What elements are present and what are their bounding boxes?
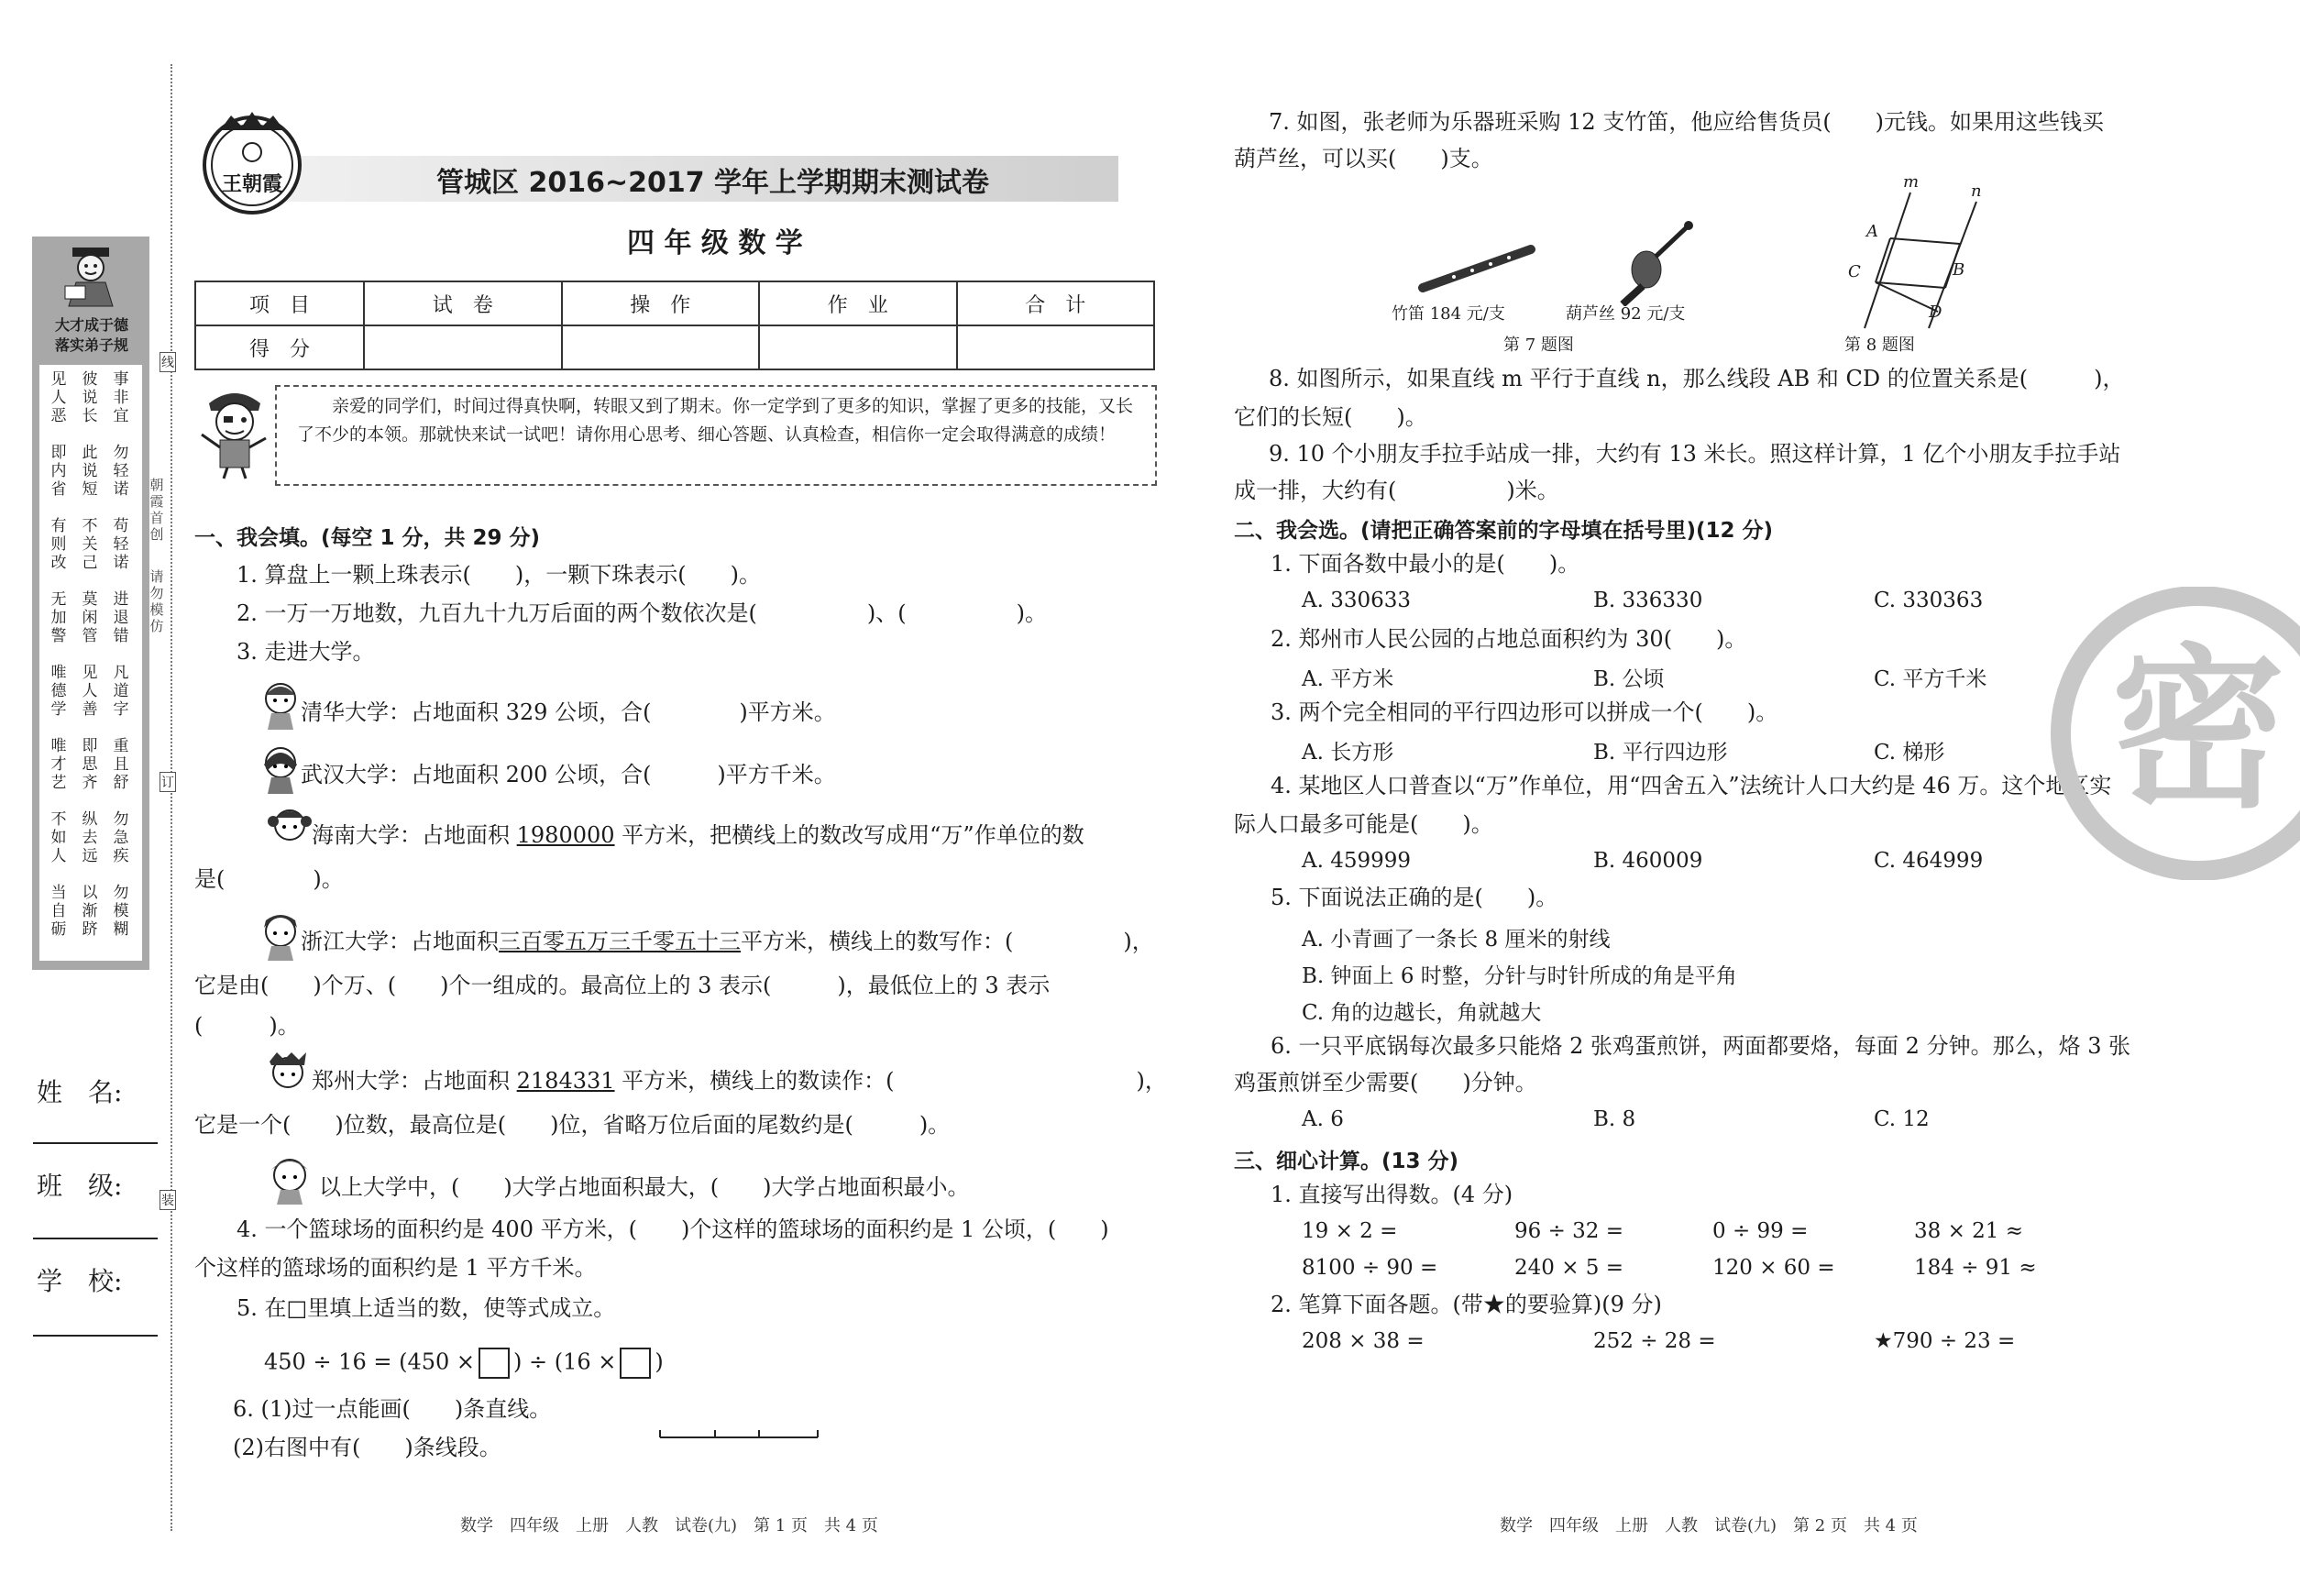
c6-line2: 鸡蛋煎饼至少需要( )分钟。 bbox=[1234, 1070, 1537, 1095]
subject-title: 四 年 级 数 学 bbox=[627, 227, 803, 259]
q2: 2. 一万一万地数，九百九十九万后面的两个数依次是( )、( )。 bbox=[237, 600, 1047, 626]
q4-line1: 4. 一个篮球场的面积约是 400 平方米，( )个这样的篮球场的面积约是 1 公顷，( ) bbox=[237, 1216, 1109, 1242]
c4-line1: 4. 某地区人口普查以“万”作单位，用“四舍五入”法统计人口大约是 46 万。这个地区实 bbox=[1271, 773, 2112, 798]
motto-phrase: 苟轻诺 bbox=[113, 517, 129, 572]
score-header-cell: 作 业 bbox=[759, 281, 957, 325]
motto-phrase: 即内省 bbox=[50, 444, 67, 499]
calc-item: 0 ÷ 99 = bbox=[1712, 1219, 1809, 1243]
wuhan-avatar bbox=[260, 743, 301, 798]
class-label: 班 级: bbox=[37, 1171, 123, 1201]
seal-mark-1: 线 bbox=[160, 352, 176, 372]
score-row-label: 得 分 bbox=[195, 325, 364, 369]
q5-answer-box-2[interactable] bbox=[620, 1348, 651, 1379]
score-header-cell: 项 目 bbox=[195, 281, 364, 325]
calc-item: 38 × 21 ≈ bbox=[1914, 1219, 2024, 1243]
brand-logo bbox=[198, 108, 306, 216]
c1-option-c[interactable]: C. 330363 bbox=[1874, 589, 1984, 612]
c2: 2. 郑州市人民公园的占地总面积约为 30( )。 bbox=[1271, 626, 1747, 652]
q8-line1: 8. 如图所示，如果直线 m 平行于直线 n，那么线段 AB 和 CD 的位置关系是( )， bbox=[1269, 366, 2125, 391]
vertical-note-1: 朝霞首创 bbox=[149, 477, 164, 543]
exam-title: 管城区 2016~2017 学年上学期期末测试卷 bbox=[436, 167, 990, 199]
motto-phrase: 莫闲管 bbox=[82, 590, 98, 645]
motto-phrase: 有则改 bbox=[50, 517, 67, 572]
q3c-suffix: 平方米，把横线上的数改写成用“万”作单位的数 bbox=[614, 822, 1084, 848]
footer-left: 数学 四年级 上册 人教 试卷(九) 第 1 页 共 4 页 bbox=[460, 1516, 878, 1535]
score-cell[interactable] bbox=[364, 325, 562, 369]
q3d bbox=[301, 928, 1154, 955]
slogan-2: 落实弟子规 bbox=[54, 336, 128, 354]
q3e-line2: 它是一个( )位数，最高位是( )位，省略万位后面的尾数约是( )。 bbox=[194, 1112, 951, 1138]
calc-item: 240 × 5 = bbox=[1514, 1256, 1624, 1280]
hulusi-image bbox=[1615, 220, 1698, 310]
fig8-label-m: m bbox=[1903, 172, 1920, 192]
section-3-heading: 三、细心计算。(13 分) bbox=[1234, 1150, 1459, 1173]
score-cell[interactable] bbox=[957, 325, 1155, 369]
calc-item: 19 × 2 = bbox=[1302, 1219, 1398, 1243]
motto-phrase: 进退错 bbox=[113, 590, 129, 645]
seal-mark-2: 订 bbox=[160, 772, 176, 792]
fig8-label-C: C bbox=[1848, 262, 1861, 281]
c3-option-a[interactable]: A. 长方形 bbox=[1302, 741, 1394, 765]
footer-right: 数学 四年级 上册 人教 试卷(九) 第 2 页 共 4 页 bbox=[1500, 1516, 1918, 1535]
c5: 5. 下面说法正确的是( )。 bbox=[1271, 885, 1558, 910]
motto-phrase: 唯德学 bbox=[50, 664, 67, 719]
q3c-line2: 是( )。 bbox=[194, 866, 344, 892]
c3-option-c[interactable]: C. 梯形 bbox=[1874, 741, 1945, 765]
q4-line2: 个这样的篮球场的面积约是 1 平方千米。 bbox=[194, 1255, 597, 1281]
fig8-label-D: D bbox=[1929, 303, 1942, 322]
name-field[interactable] bbox=[33, 1142, 158, 1144]
c6-option-c[interactable]: C. 12 bbox=[1874, 1107, 1930, 1131]
q5-answer-box-1[interactable] bbox=[479, 1348, 510, 1379]
written-calc-item: 252 ÷ 28 = bbox=[1593, 1329, 1716, 1353]
hulusi-price: 葫芦丝 92 元/支 bbox=[1566, 304, 1686, 324]
section-1-heading: 一、我会填。(每空 1 分，共 29 分) bbox=[194, 526, 541, 550]
q5-eq-part-c: ) bbox=[655, 1348, 664, 1375]
q3e-suffix: 平方米，横线上的数读作：( )， bbox=[614, 1068, 1167, 1094]
c1: 1. 下面各数中最小的是( )。 bbox=[1271, 551, 1580, 577]
c4-line2: 际人口最多可能是( )。 bbox=[1234, 811, 1493, 837]
segment-figure bbox=[656, 1425, 821, 1450]
q5: 5. 在□里填上适当的数，使等式成立。 bbox=[237, 1295, 616, 1321]
c5-option-b[interactable]: B. 钟面上 6 时整，分针与时针所成的角是平角 bbox=[1302, 964, 1737, 988]
slogan-1: 大才成于德 bbox=[54, 316, 128, 334]
motto-phrase: 即思齐 bbox=[82, 737, 98, 792]
hainan-avatar bbox=[266, 803, 314, 858]
k1: 1. 直接写出得数。(4 分) bbox=[1271, 1182, 1513, 1207]
seal-mark-3: 装 bbox=[160, 1190, 176, 1210]
q3d-suffix: 平方米，横线上的数写作：( )， bbox=[741, 929, 1154, 954]
motto-phrase: 不如人 bbox=[50, 810, 67, 865]
vertical-note-2: 请勿模仿 bbox=[149, 568, 164, 634]
motto-phrase: 纵去远 bbox=[82, 810, 98, 865]
motto-phrase: 勿急疾 bbox=[113, 810, 129, 865]
score-header-cell: 试 卷 bbox=[364, 281, 562, 325]
fig8-label-B: B bbox=[1953, 260, 1965, 280]
intro-text: 亲爱的同学们，时间过得真快啊，转眼又到了期末。你一定学到了更多的知识，掌握了更多的技能，又长了不少的本领。那就快来试一试吧！请你用心思考、细心答题、认真检查，相信你一定会取得满意的成绩！ bbox=[297, 396, 1134, 445]
c2-option-c[interactable]: C. 平方千米 bbox=[1874, 667, 1987, 691]
name-label: 姓 名: bbox=[37, 1077, 123, 1107]
motto-phrase: 以渐跻 bbox=[82, 884, 98, 939]
c5-option-c[interactable]: C. 角的边越长，角就越大 bbox=[1302, 1001, 1542, 1025]
c1-option-a[interactable]: A. 330633 bbox=[1302, 589, 1412, 612]
q3f: 以上大学中，( )大学占地面积最大，( )大学占地面积最小。 bbox=[319, 1174, 970, 1200]
score-cell[interactable] bbox=[562, 325, 760, 369]
pirate-mascot bbox=[196, 383, 273, 480]
q7-line1: 7. 如图，张老师为乐器班采购 12 支竹笛，他应给售货员( )元钱。如果用这些钱买 bbox=[1269, 109, 2105, 135]
motto-phrase: 凡道字 bbox=[113, 664, 129, 719]
c6-line1: 6. 一只平底锅每次最多只能烙 2 张鸡蛋煎饼，两面都要烙，每面 2 分钟。那么，烙 3 张 bbox=[1271, 1033, 2131, 1059]
q5-eq-part-a: 450 ÷ 16 = (450 × bbox=[264, 1348, 475, 1375]
q5-equation bbox=[264, 1348, 664, 1379]
q3d-line3: ( )。 bbox=[194, 1013, 300, 1039]
motto-phrase: 事非宜 bbox=[113, 370, 129, 425]
q6a: 6. (1)过一点能画( )条直线。 bbox=[233, 1396, 552, 1422]
class-field[interactable] bbox=[33, 1238, 158, 1239]
motto-phrase: 此说短 bbox=[82, 444, 98, 499]
watermark-char: 密 bbox=[2110, 627, 2285, 831]
written-calc-item: 208 × 38 = bbox=[1302, 1329, 1425, 1353]
fig8-label-n: n bbox=[1971, 182, 1982, 201]
score-row bbox=[195, 325, 1154, 369]
flute-price: 竹笛 184 元/支 bbox=[1392, 304, 1505, 324]
score-header-cell: 操 作 bbox=[562, 281, 760, 325]
motto-phrase: 见人恶 bbox=[50, 370, 67, 425]
c3-option-b[interactable]: B. 平行四边形 bbox=[1593, 741, 1728, 765]
zhengzhou-avatar bbox=[266, 1049, 310, 1104]
q3d-line2: 它是由( )个万、( )个一组成的。最高位上的 3 表示( )，最低位上的 3 表示 bbox=[194, 973, 1051, 998]
c6-option-b[interactable]: B. 8 bbox=[1593, 1107, 1636, 1131]
motto-phrase: 当自砺 bbox=[50, 884, 67, 939]
written-calc-item: ★790 ÷ 23 = bbox=[1874, 1329, 2016, 1353]
q3d-prefix: 浙江大学：占地面积 bbox=[301, 929, 499, 954]
q3c-number: 1980000 bbox=[516, 822, 615, 848]
motto-phrase: 不关己 bbox=[82, 517, 98, 572]
c2-option-b[interactable]: B. 公顷 bbox=[1593, 667, 1665, 691]
intro-box bbox=[275, 385, 1157, 486]
k2: 2. 笔算下面各题。(带★的要验算)(9 分) bbox=[1271, 1292, 1662, 1317]
q5-eq-part-b: ) ÷ (16 × bbox=[513, 1348, 617, 1375]
q3e bbox=[312, 1067, 1167, 1095]
q6b: (2)右图中有( )条线段。 bbox=[233, 1435, 501, 1460]
motto-phrase: 彼说长 bbox=[82, 370, 98, 425]
parallel-lines-figure bbox=[1833, 174, 1998, 330]
motto-phrase: 唯才艺 bbox=[50, 737, 67, 792]
scholar-cartoon bbox=[60, 244, 122, 308]
calc-item: 120 × 60 = bbox=[1712, 1256, 1835, 1280]
q9-line1: 9. 10 个小朋友手拉手站成一排，大约有 13 米长。照这样计算，1 亿个小朋友手拉手站 bbox=[1269, 441, 2121, 467]
zhejiang-avatar bbox=[259, 908, 303, 964]
binding-dotted-line bbox=[171, 64, 172, 1531]
score-table bbox=[194, 281, 1155, 370]
calc-item: 96 ÷ 32 = bbox=[1514, 1219, 1624, 1243]
motto-phrase: 勿轻诺 bbox=[113, 444, 129, 499]
score-header-cell: 合 计 bbox=[957, 281, 1155, 325]
flute-image bbox=[1417, 240, 1536, 299]
c5-option-a[interactable]: A. 小青画了一条长 8 厘米的射线 bbox=[1302, 928, 1611, 952]
motto-panel bbox=[32, 237, 149, 970]
q8-line2: 它们的长短( )。 bbox=[1234, 404, 1427, 430]
school-label: 学 校: bbox=[37, 1266, 123, 1296]
c4-option-b[interactable]: B. 460009 bbox=[1593, 849, 1703, 873]
q3c-prefix: 海南大学：占地面积 bbox=[312, 822, 517, 848]
c4-option-a[interactable]: A. 459999 bbox=[1302, 849, 1412, 873]
c6-option-a[interactable]: A. 6 bbox=[1302, 1107, 1344, 1131]
confidential-watermark bbox=[2033, 587, 2300, 880]
c3: 3. 两个完全相同的平行四边形可以拼成一个( )。 bbox=[1271, 699, 1778, 725]
calc-item: 8100 ÷ 90 = bbox=[1302, 1256, 1438, 1280]
q9-line2: 成一排，大约有( )米。 bbox=[1234, 478, 1559, 503]
q3: 3. 走进大学。 bbox=[237, 639, 375, 665]
school-field[interactable] bbox=[33, 1335, 158, 1337]
calc-item: 184 ÷ 91 ≈ bbox=[1914, 1256, 2037, 1280]
c1-option-b[interactable]: B. 336330 bbox=[1593, 589, 1703, 612]
motto-phrase: 重且舒 bbox=[113, 737, 129, 792]
q3e-prefix: 郑州大学：占地面积 bbox=[312, 1068, 517, 1094]
motto-phrase: 无加警 bbox=[50, 590, 67, 645]
q3b: 武汉大学：占地面积 200 公顷，合( )平方千米。 bbox=[301, 762, 836, 787]
section-2-heading: 二、我会选。(请把正确答案前的字母填在括号里)(12 分) bbox=[1234, 519, 1774, 543]
summary-avatar bbox=[266, 1151, 314, 1208]
c4-option-c[interactable]: C. 464999 bbox=[1874, 849, 1984, 873]
score-header-row bbox=[195, 281, 1154, 325]
score-cell[interactable] bbox=[759, 325, 957, 369]
motto-phrase: 见人善 bbox=[82, 664, 98, 719]
fig8-caption: 第 8 题图 bbox=[1844, 336, 1915, 355]
c2-option-a[interactable]: A. 平方米 bbox=[1302, 667, 1394, 691]
fig7-caption: 第 7 题图 bbox=[1503, 336, 1574, 355]
q3d-number: 三百零五万三千零五十三 bbox=[499, 929, 741, 954]
q1: 1. 算盘上一颗上珠表示( )，一颗下珠表示( )。 bbox=[237, 562, 761, 588]
brand-logo-text: 王朝霞 bbox=[221, 172, 282, 196]
tsinghua-avatar bbox=[260, 678, 301, 733]
q3a: 清华大学：占地面积 329 公顷，合( )平方米。 bbox=[301, 699, 836, 725]
motto-phrase: 勿模糊 bbox=[113, 884, 129, 939]
q3e-number: 2184331 bbox=[516, 1068, 615, 1094]
q3c bbox=[312, 821, 1084, 849]
q7-line2: 葫芦丝，可以买( )支。 bbox=[1234, 146, 1493, 171]
fig8-label-A: A bbox=[1866, 222, 1878, 241]
